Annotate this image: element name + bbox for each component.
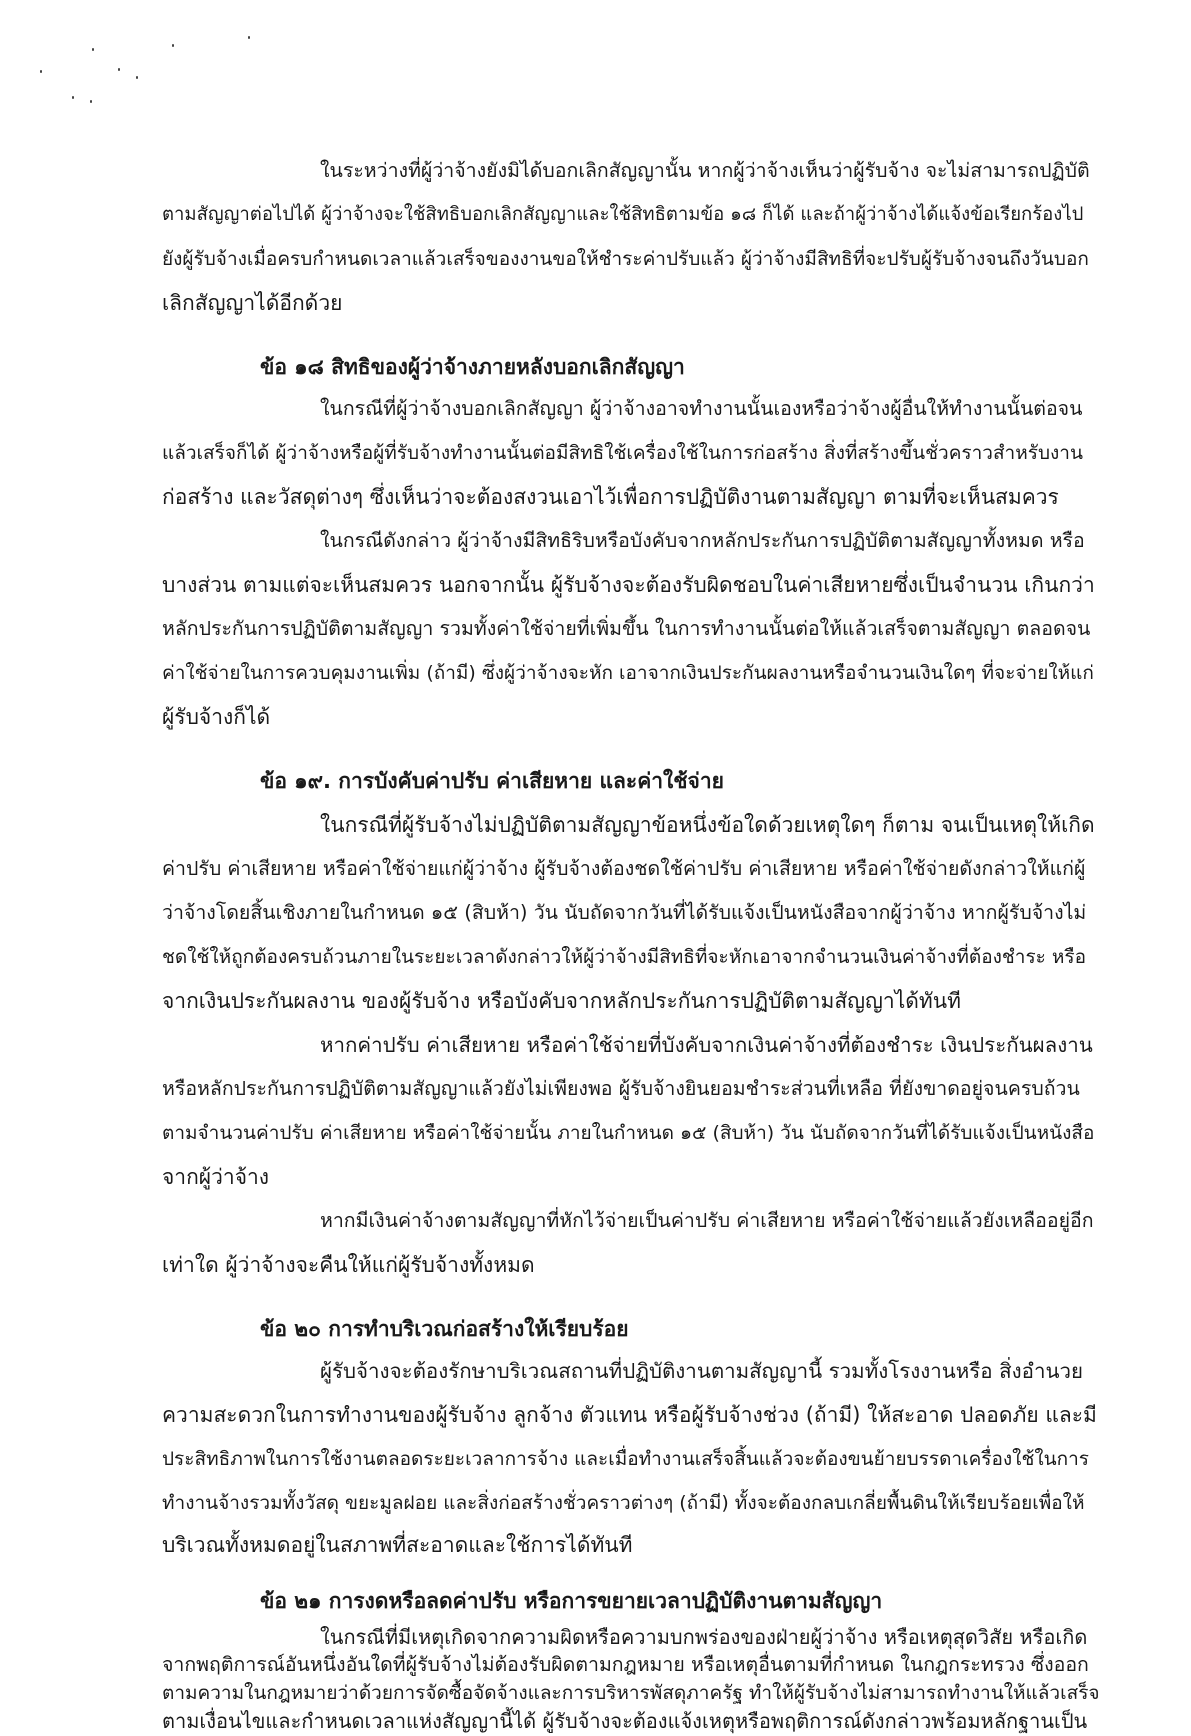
scan-speck: [40, 70, 42, 73]
text-line: ผู้รับจ้างก็ได้: [162, 705, 271, 729]
section-heading-19: ข้อ ๑๙. การบังคับค่าปรับ ค่าเสียหาย และค่าใช้จ่าย: [260, 769, 724, 793]
section-heading-21: ข้อ ๒๑ การงดหรือลดค่าปรับ หรือการขยายเวลาปฏิบัติงานตามสัญญา: [260, 1589, 883, 1613]
text-line: ตามสัญญาต่อไปได้ ผู้ว่าจ้างจะใช้สิทธิบอกเลิกสัญญาและใช้สิทธิตามข้อ ๑๘ ก็ได้ และถ้าผู้ว่าจ้างได้แจ้งข้อเรียกร้องไป: [162, 204, 1084, 225]
text-line: จากผู้ว่าจ้าง: [162, 1165, 270, 1189]
section-heading-18: ข้อ ๑๘ สิทธิของผู้ว่าจ้างภายหลังบอกเลิกสัญญา: [260, 355, 685, 379]
section-heading-20: ข้อ ๒๐ การทำบริเวณก่อสร้างให้เรียบร้อย: [260, 1317, 629, 1341]
text-line: หรือหลักประกันการปฏิบัติตามสัญญาแล้วยังไม่เพียงพอ ผู้รับจ้างยินยอมชำระส่วนที่เหลือ ที่ยังขาดอยู่จนครบถ้วน: [162, 1077, 1080, 1100]
scan-speck: [90, 100, 92, 103]
text-line: เลิกสัญญาได้อีกด้วย: [162, 291, 343, 315]
text-line: จากเงินประกันผลงาน ของผู้รับจ้าง หรือบังคับจากหลักประกันการปฏิบัติตามสัญญาได้ทันที: [162, 989, 961, 1013]
text-line: ยังผู้รับจ้างเมื่อครบกำหนดเวลาแล้วเสร็จของงานขอให้ชำระค่าปรับแล้ว ผู้ว่าจ้างมีสิทธิที่จะปรับผู้รับจ้างจนถึงวันบอก: [162, 248, 1089, 270]
text-line: บางส่วน ตามแต่จะเห็นสมควร นอกจากนั้น ผู้รับจ้างจะต้องรับผิดชอบในค่าเสียหายซึ่งเป็นจำนวน เกินกว่า: [162, 573, 1095, 597]
text-line: หลักประกันการปฏิบัติตามสัญญา รวมทั้งค่าใช้จ่ายที่เพิ่มขึ้น ในการทำงานนั้นต่อให้แล้วเสร็จตามสัญญา ตลอดจน: [162, 617, 1091, 640]
text-line: ว่าจ้างโดยสิ้นเชิงภายในกำหนด ๑๕ (สิบห้า) วัน นับถัดจากวันที่ได้รับแจ้งเป็นหนังสือจากผู้ว่าจ้าง หากผู้รับจ้างไม่: [162, 901, 1087, 924]
text-line: บริเวณทั้งหมดอยู่ในสภาพที่สะอาดและใช้การได้ทันที: [162, 1533, 633, 1557]
text-line: ในระหว่างที่ผู้ว่าจ้างยังมิได้บอกเลิกสัญญานั้น หากผู้ว่าจ้างเห็นว่าผู้รับจ้าง จะไม่สามารถปฏิบัติ: [320, 159, 1090, 182]
text-line: หากค่าปรับ ค่าเสียหาย หรือค่าใช้จ่ายที่บังคับจากเงินค่าจ้างที่ต้องชำระ เงินประกันผลงาน: [320, 1033, 1093, 1057]
text-line: ตามเงื่อนไขและกำหนดเวลาแห่งสัญญานี้ได้ ผู้รับจ้างจะต้องแจ้งเหตุหรือพฤติการณ์ดังกล่าวพร้อมหลักฐานเป็น: [162, 1709, 1088, 1733]
text-line: ความสะดวกในการทำงานของผู้รับจ้าง ลูกจ้าง ตัวแทน หรือผู้รับจ้างช่วง (ถ้ามี) ให้สะอาด ปลอดภัย และมี: [162, 1403, 1097, 1427]
text-line: ในกรณีที่มีเหตุเกิดจากความผิดหรือความบกพร่องของฝ่ายผู้ว่าจ้าง หรือเหตุสุดวิสัย หรือเกิด: [320, 1625, 1088, 1649]
text-line: ก่อสร้าง และวัสดุต่างๆ ซึ่งเห็นว่าจะต้องสงวนเอาไว้เพื่อการปฏิบัติงานตามสัญญา ตามที่จะเห็นสมควร: [162, 485, 1059, 509]
text-line: เท่าใด ผู้ว่าจ้างจะคืนให้แก่ผู้รับจ้างทั้งหมด: [162, 1253, 535, 1277]
text-line: ในกรณีที่ผู้รับจ้างไม่ปฏิบัติตามสัญญาข้อหนึ่งข้อใดด้วยเหตุใดๆ ก็ตาม จนเป็นเหตุให้เกิด: [320, 813, 1095, 837]
text-line: ในกรณีที่ผู้ว่าจ้างบอกเลิกสัญญา ผู้ว่าจ้างอาจทำงานนั้นเองหรือว่าจ้างผู้อื่นให้ทำงานนั้นต่อจน: [320, 397, 1083, 420]
text-line: ตามความในกฎหมายว่าด้วยการจัดซื้อจัดจ้างและการบริหารพัสดุภาครัฐ ทำให้ผู้รับจ้างไม่สามารถทำงานให้แล้วเสร็จ: [162, 1682, 1100, 1704]
scan-speck: [72, 96, 74, 99]
text-line: ค่าปรับ ค่าเสียหาย หรือค่าใช้จ่ายแก่ผู้ว่าจ้าง ผู้รับจ้างต้องชดใช้ค่าปรับ ค่าเสียหาย หรือค่าใช้จ่ายดังกล่าวให้แก่ผู้: [162, 857, 1086, 880]
scan-speck: [92, 48, 94, 51]
scan-speck: [248, 36, 250, 39]
scan-speck: [136, 76, 138, 79]
text-line: ในกรณีดังกล่าว ผู้ว่าจ้างมีสิทธิริบหรือบังคับจากหลักประกันการปฏิบัติตามสัญญาทั้งหมด หรือ: [320, 529, 1085, 552]
text-line: ประสิทธิภาพในการใช้งานตลอดระยะเวลาการจ้าง และเมื่อทำงานเสร็จสิ้นแล้วจะต้องขนย้ายบรรดาเครื่องใช้ในการ: [162, 1448, 1090, 1470]
scan-speck: [172, 44, 174, 47]
text-line: หากมีเงินค่าจ้างตามสัญญาที่หักไว้จ่ายเป็นค่าปรับ ค่าเสียหาย หรือค่าใช้จ่ายแล้วยังเหลืออยู่อีก: [320, 1209, 1094, 1232]
text-line: แล้วเสร็จก็ได้ ผู้ว่าจ้างหรือผู้ที่รับจ้างทำงานนั้นต่อมีสิทธิใช้เครื่องใช้ในการก่อสร้าง สิ่งที่สร้างขึ้นชั่วคราวสำหรับงาน: [162, 442, 1083, 464]
text-line: ทำงานจ้างรวมทั้งวัสดุ ขยะมูลฝอย และสิ่งก่อสร้างชั่วคราวต่างๆ (ถ้ามี) ทั้งจะต้องกลบเกลี่ยพื้นดินให้เรียบร้อยเพื่อให้: [162, 1492, 1085, 1514]
text-line: ผู้รับจ้างจะต้องรักษาบริเวณสถานที่ปฏิบัติงานตามสัญญานี้ รวมทั้งโรงงานหรือ สิ่งอำนวย: [320, 1359, 1084, 1383]
scan-speck: [118, 68, 120, 71]
text-line: ตามจำนวนค่าปรับ ค่าเสียหาย หรือค่าใช้จ่ายนั้น ภายในกำหนด ๑๕ (สิบห้า) วัน นับถัดจากวันที่ได้รับแจ้งเป็นหนังสือ: [162, 1122, 1095, 1144]
text-line: ชดใช้ให้ถูกต้องครบถ้วนภายในระยะเวลาดังกล่าวให้ผู้ว่าจ้างมีสิทธิที่จะหักเอาจากจำนวนเงินค่าจ้างที่ต้องชำระ หรือ: [162, 946, 1087, 968]
text-line: ค่าใช้จ่ายในการควบคุมงานเพิ่ม (ถ้ามี) ซึ่งผู้ว่าจ้างจะหัก เอาจากเงินประกันผลงานหรือจำนวนเงินใดๆ ที่จะจ่ายให้แก่: [162, 662, 1094, 684]
text-line: จากพฤติการณ์อันหนึ่งอันใดที่ผู้รับจ้างไม่ต้องรับผิดตามกฎหมาย หรือเหตุอื่นตามที่กำหนด ในกฎกระทรวง ซึ่งออก: [162, 1653, 1089, 1676]
